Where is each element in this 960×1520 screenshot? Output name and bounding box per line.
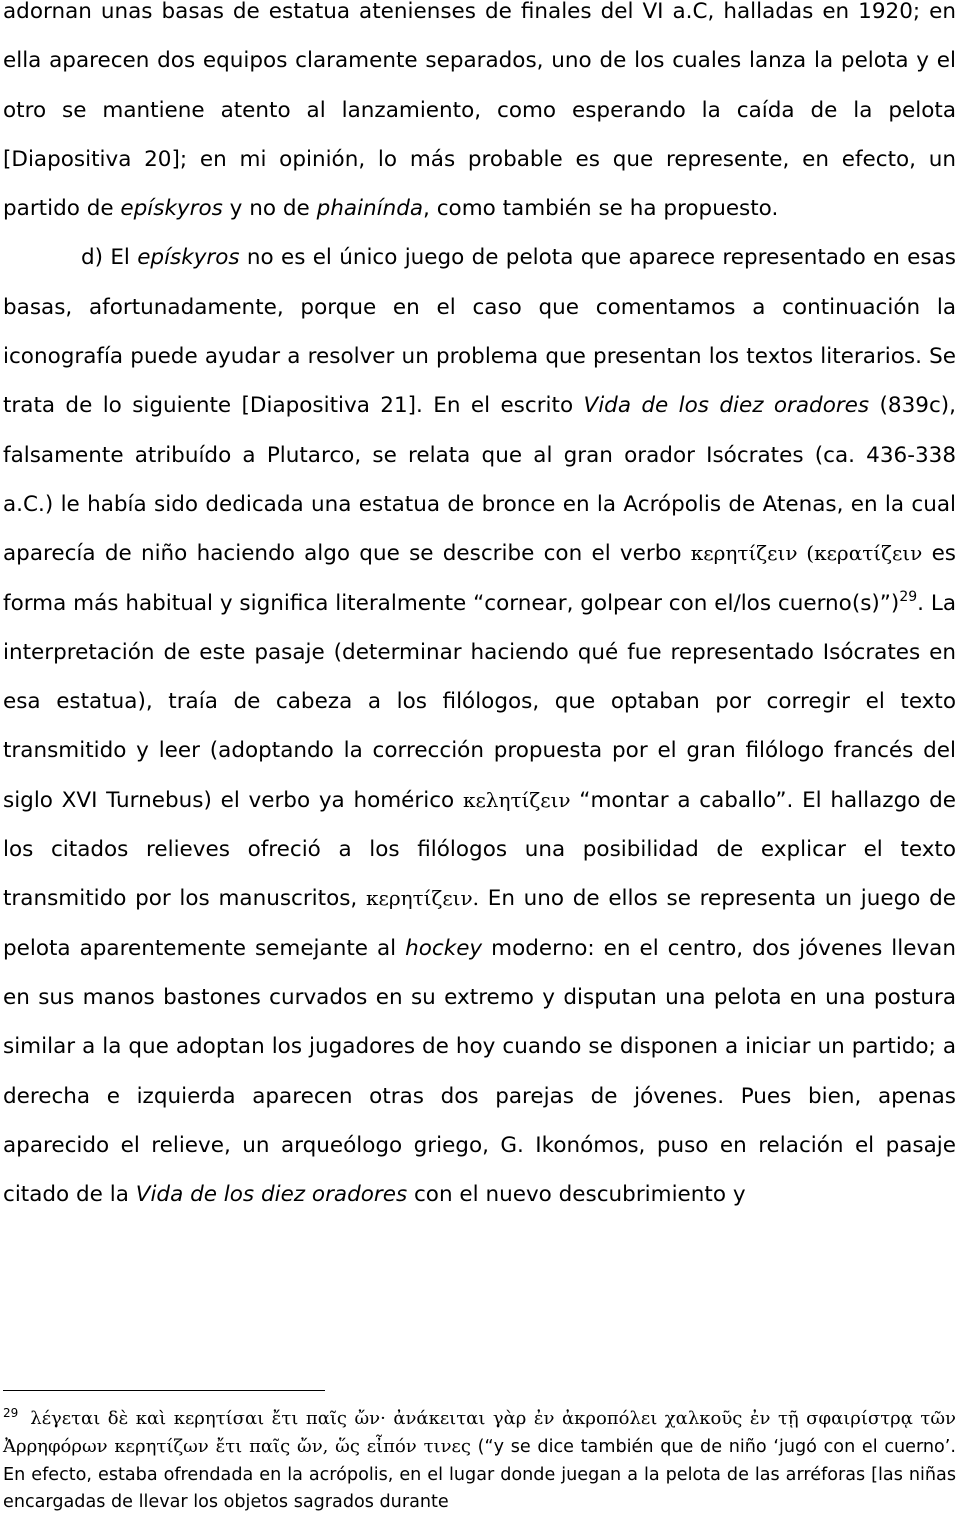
text-run: . La interpretación de este pasaje (determinar haciendo qué fue representado Isócrates en esa estatua), traía de cabeza a los filólogos, que optaban por corregir el texto transmitido y leer (adoptando la corrección propuesta por el gran filólogo francés del siglo XVI Turnebus) el verbo ya homérico bbox=[3, 590, 957, 813]
paragraph-2 bbox=[3, 233, 956, 1219]
footnote-number: 29 bbox=[3, 1406, 19, 1420]
greek-term: κελητίζειν bbox=[462, 787, 571, 812]
text-run: es forma más habitual y significa literalmente “cornear, golpear con el/los cuerno(s)”) bbox=[3, 541, 957, 616]
paragraph-1 bbox=[3, 0, 956, 233]
text-run: y no de bbox=[222, 196, 317, 222]
text-run: En uno de ellos se representa un juego de pelota aparentemente semejante al bbox=[3, 886, 956, 961]
footnote-separator bbox=[3, 1390, 325, 1391]
italic-term: epískyros bbox=[120, 196, 223, 222]
italic-term: hockey bbox=[405, 935, 483, 961]
text-run: , como también se ha propuesto. bbox=[423, 196, 779, 222]
italic-term: phainínda bbox=[316, 196, 424, 222]
italic-term: epískyros bbox=[137, 245, 240, 271]
text-run: “montar a caballo”. El hallazgo de los citados relieves ofreció a los filólogos una posibilidad de explicar el texto transmitido por los manuscritos, bbox=[3, 787, 956, 912]
footnote bbox=[3, 1405, 956, 1516]
main-text bbox=[3, 0, 956, 1219]
text-run: d) El bbox=[81, 245, 138, 271]
footnote-reference[interactable]: 29 bbox=[899, 588, 918, 605]
text-run: con el nuevo descubrimiento y bbox=[407, 1182, 746, 1208]
footnote-text: (“y se dice también que de niño ‘jugó con el cuerno’. En efecto, estaba ofrendada en la acrópolis, en el lugar donde juegan a la pelota de las arréforas [las niñas encargadas de llevar los objetos sagrados durante bbox=[3, 1437, 956, 1512]
italic-title: Vida de los diez oradores bbox=[135, 1182, 408, 1208]
text-run: moderno: en el centro, dos jóvenes llevan en sus manos bastones curvados en su extremo y disputan una pelota en una postura similar a la que adoptan los jugadores de hoy cuando se disponen a iniciar un partido; a derecha e izquierda aparecen otras dos parejas de jóvenes. Pues bien, apenas aparecido el relieve, un arqueólogo griego, G. Ikonómos, puso en relación el pasaje citado de la bbox=[3, 935, 956, 1208]
italic-title: Vida de los diez oradores bbox=[583, 393, 870, 419]
text-run: no es el único juego de pelota que aparece representado en esas basas, afortunadamente, porque en el caso que comentamos a continuación la iconografía puede ayudar a resolver un problema que presentan los textos literarios. Se trata de lo siguiente [Diapositiva 21]. En el escrito bbox=[3, 245, 956, 419]
text-run: (839c), falsamente atribuído a Plutarco, se relata que al gran orador Isócrates (ca. 436-338 a.C.) le había sido dedicada una estatua de bronce en la Acrópolis de Atenas, en la cual aparecía de niño haciendo algo que se describe con el verbo bbox=[3, 393, 956, 567]
text-run: adornan unas basas de estatua atenienses de finales del VI a.C, halladas en 1920; en ella aparecen dos equipos claramente separados, uno de los cuales lanza la pelota y el otro se mantiene atento al lanzamiento, como esperando la caída de la pelota [Diapositiva 20]; en mi opinión, lo más probable es que represente, en efecto, un partido de bbox=[3, 0, 956, 222]
greek-term: κερητίζειν (κερατίζειν bbox=[690, 541, 923, 566]
greek-term: κερητίζειν. bbox=[365, 886, 480, 911]
greek-quotation: λέγεται δὲ καὶ κερητίσαι ἔτι παῖς ὤν· ἀνάκειται γὰρ ἐν ἀκροπόλει χαλκοῦς ἐν τῇ σφαιρίστρᾳ τῶν Ἀρρηφόρων κερητίζων ἔτι παῖς ὤν, ὥς εἶπόν τινες bbox=[3, 1408, 956, 1458]
